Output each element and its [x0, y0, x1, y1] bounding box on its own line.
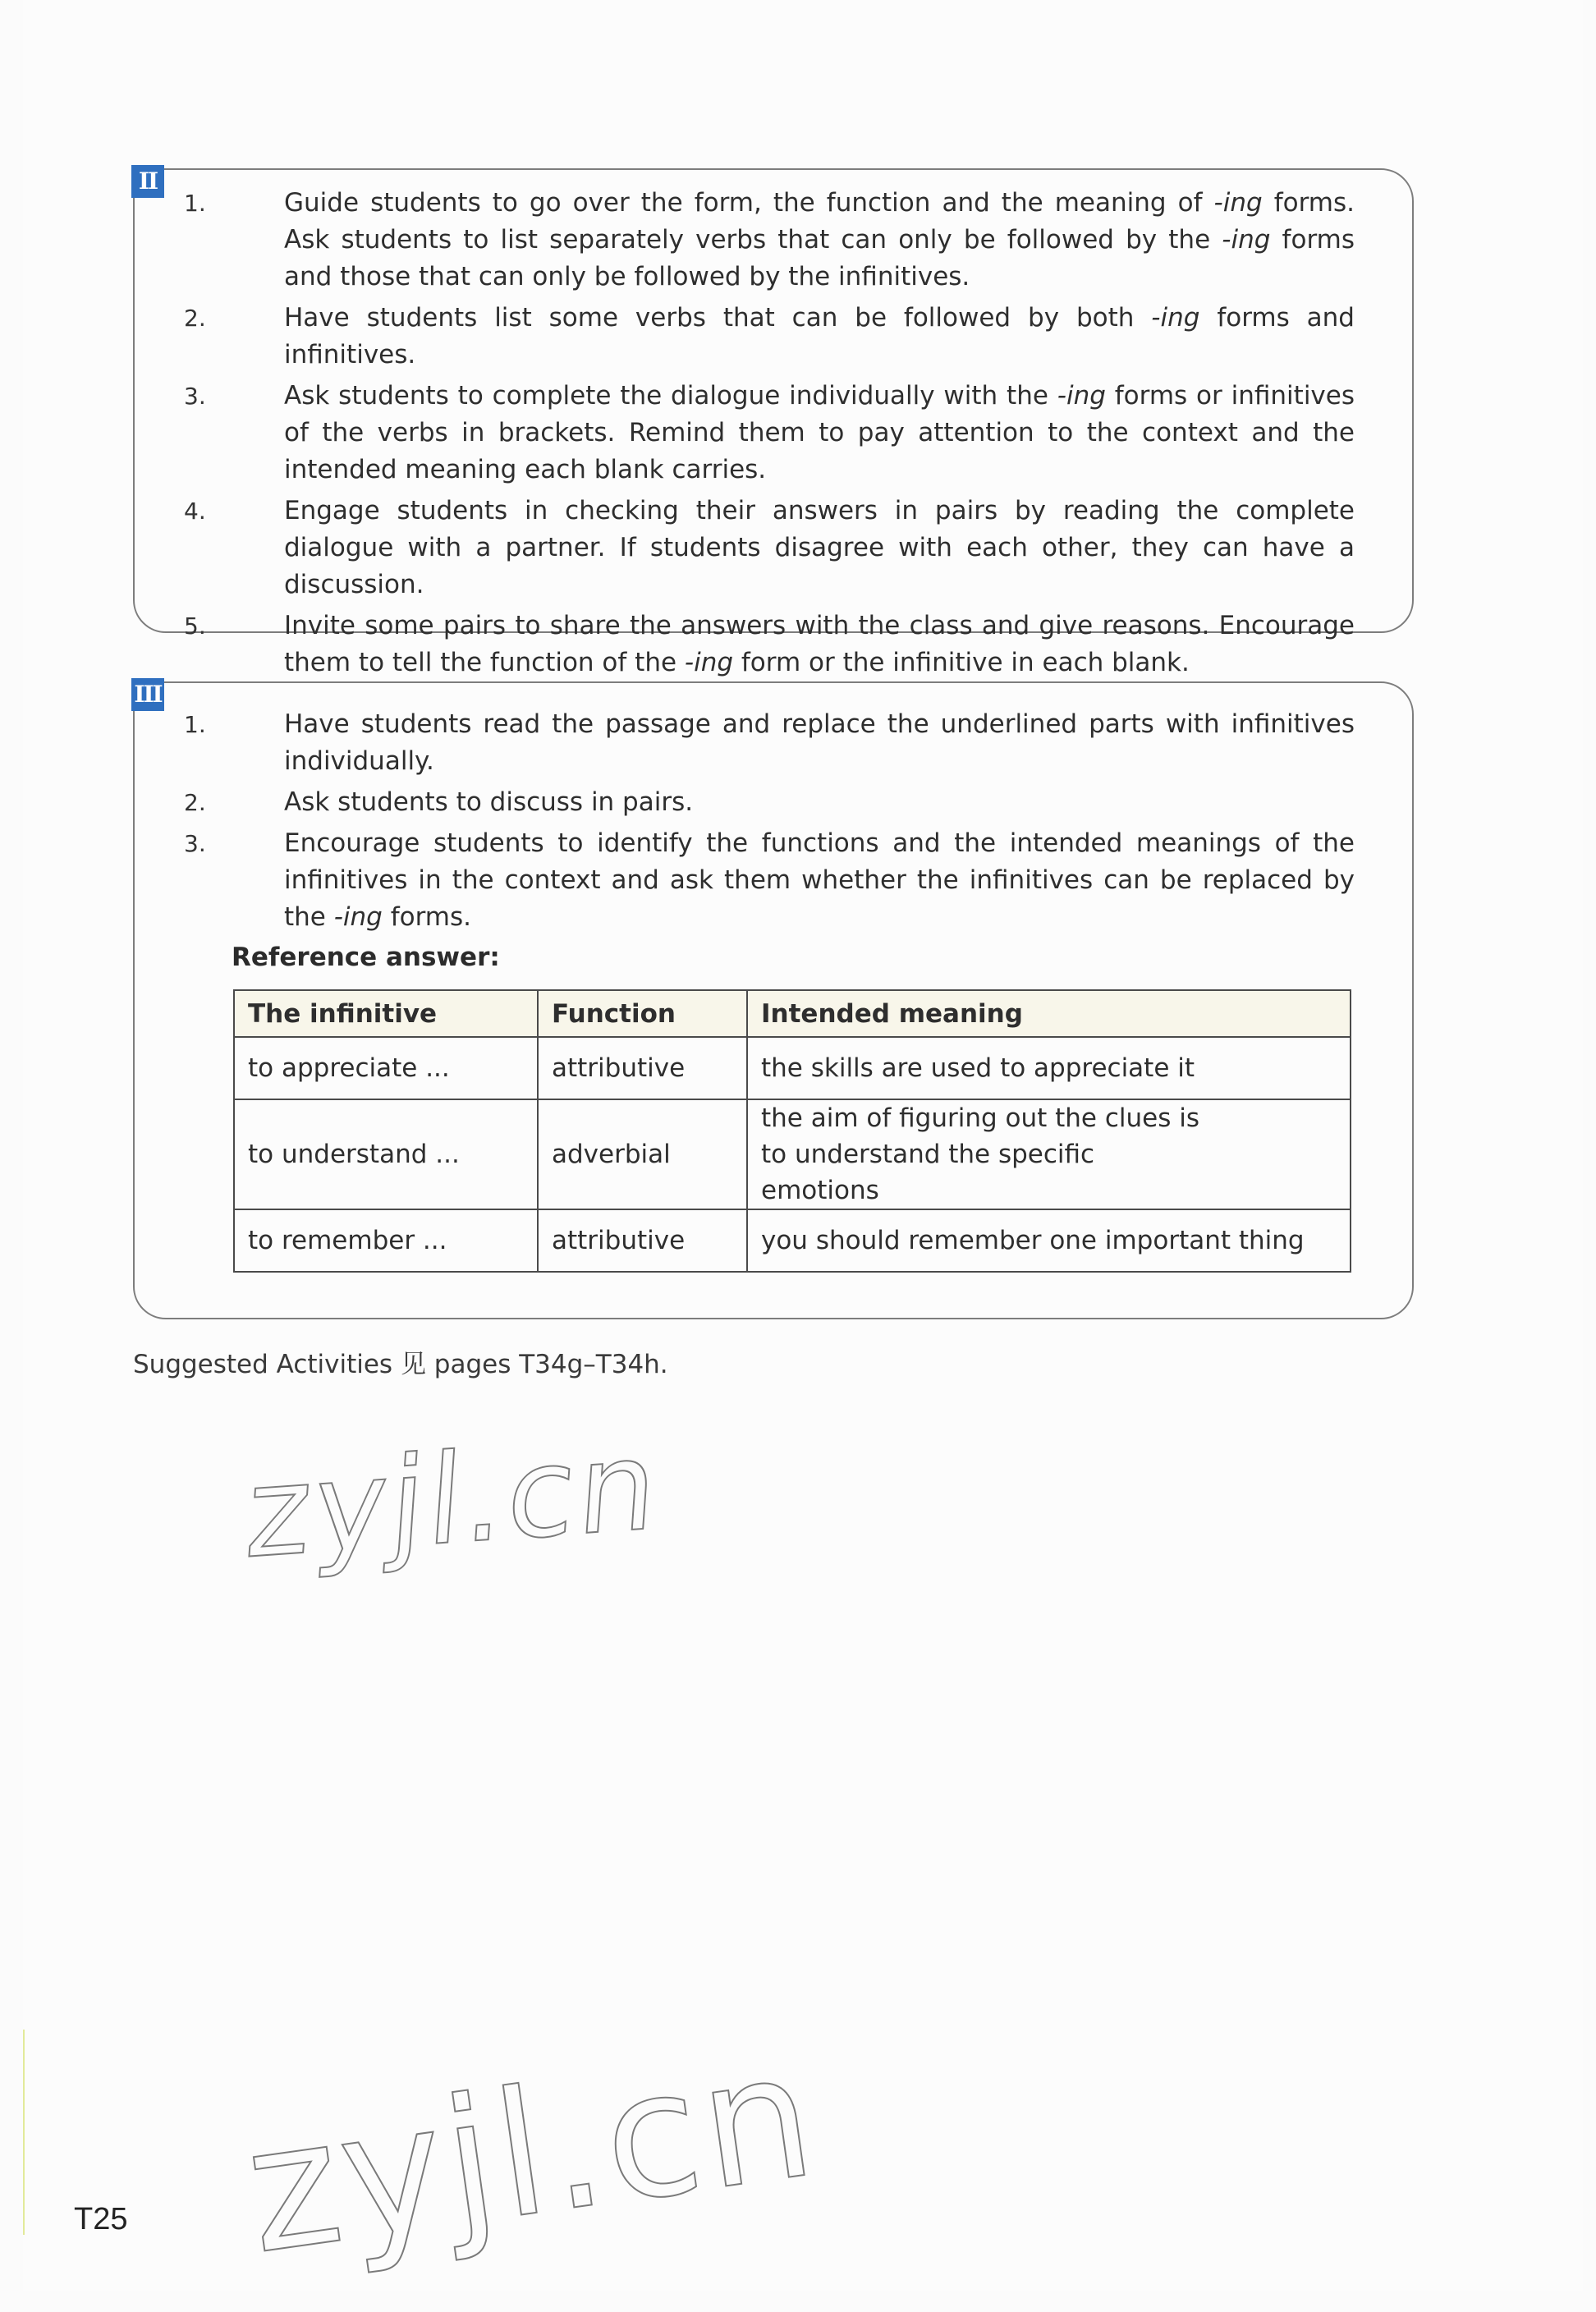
step-item [184, 378, 1355, 489]
step-text: forms and infinitives. [284, 303, 1355, 369]
step-text: forms. [382, 902, 471, 932]
step-number: 2. [184, 305, 206, 332]
reference-answer-label: Reference answer: [232, 943, 500, 972]
cell-meaning: you should remember one important thing [747, 1209, 1351, 1272]
step-number: 3. [184, 383, 206, 410]
step-item [184, 784, 1355, 821]
step-number: 1. [184, 711, 206, 738]
header-intended-meaning: Intended meaning [747, 990, 1351, 1037]
table-row [234, 1037, 1351, 1099]
cell-function: attributive [538, 1209, 747, 1272]
step-text: Ask students to complete the dialogue individually with the [284, 381, 1057, 411]
step-text: Engage students in checking their answers in pairs by reading the complete dialogue with a partner. If students disagree with each other, they can have a discussion. [284, 496, 1355, 599]
watermark-lower: zyjl.cn [235, 2013, 828, 2293]
cell-function: attributive [538, 1037, 747, 1099]
table-row [234, 1209, 1351, 1272]
step-text: Guide students to go over the form, the function and the meaning of [284, 188, 1214, 218]
cell-infinitive: to understand ... [234, 1099, 538, 1209]
page-number: T25 [74, 2202, 128, 2236]
reference-answer-table [233, 989, 1351, 1273]
italic-term: -ing [1151, 303, 1200, 333]
step-number: 2. [184, 789, 206, 816]
suggested-activities-note: Suggested Activities 见 pages T34g–T34h. [133, 1350, 668, 1379]
step-text: Have students list some verbs that can be followed by both [284, 303, 1152, 333]
step-item [184, 706, 1355, 780]
italic-term: -ing [1213, 188, 1263, 218]
step-item [184, 608, 1355, 681]
step-item [184, 493, 1355, 603]
step-number: 4. [184, 498, 206, 525]
cell-meaning: the aim of figuring out the clues is to understand the specific emotions [747, 1099, 1351, 1209]
cell-infinitive: to remember ... [234, 1209, 538, 1272]
section-iii-steps [184, 706, 1355, 940]
cell-function: adverbial [538, 1099, 747, 1209]
step-text: forms. Ask students to list separately verbs that can only be followed by the [284, 188, 1355, 255]
step-item [184, 300, 1355, 374]
step-text: form or the infinitive in each blank. [733, 648, 1190, 677]
section-ii-badge: II [131, 165, 164, 198]
section-ii-box [133, 167, 1414, 677]
cell-infinitive: to appreciate ... [234, 1037, 538, 1099]
watermark-upper: zyjl.cn [241, 1413, 665, 1587]
step-text: Encourage students to identify the functions and the intended meanings of the infinitives in the context and ask them whether the infinitives can be replaced by the [284, 828, 1355, 932]
step-text: forms or infinitives of the verbs in brackets. Remind them to pay attention to the context and the intended meaning each blank carries. [284, 381, 1355, 484]
step-text: Have students read the passage and replace the underlined parts with infinitives individually. [284, 709, 1355, 776]
header-function: Function [538, 990, 747, 1037]
page-edge-mark [23, 2030, 25, 2235]
table-header-row [234, 990, 1351, 1037]
step-text: Invite some pairs to share the answers with the class and give reasons. Encourage them to tell the function of the [284, 611, 1355, 677]
section-ii-steps [184, 185, 1355, 686]
step-number: 1. [184, 190, 206, 217]
step-item [184, 185, 1355, 296]
italic-term: -ing [1057, 381, 1106, 411]
section-iii-badge: III [131, 678, 164, 711]
step-number: 3. [184, 830, 206, 857]
step-item [184, 825, 1355, 936]
italic-term: -ing [1222, 225, 1271, 255]
header-infinitive: The infinitive [234, 990, 538, 1037]
cell-meaning: the skills are used to appreciate it [747, 1037, 1351, 1099]
italic-term: -ing [333, 902, 383, 932]
step-number: 5. [184, 612, 206, 640]
step-text: Ask students to discuss in pairs. [284, 787, 694, 817]
italic-term: -ing [684, 648, 734, 677]
step-text: forms and those that can only be followed by the infinitives. [284, 225, 1355, 291]
table-row [234, 1099, 1351, 1209]
